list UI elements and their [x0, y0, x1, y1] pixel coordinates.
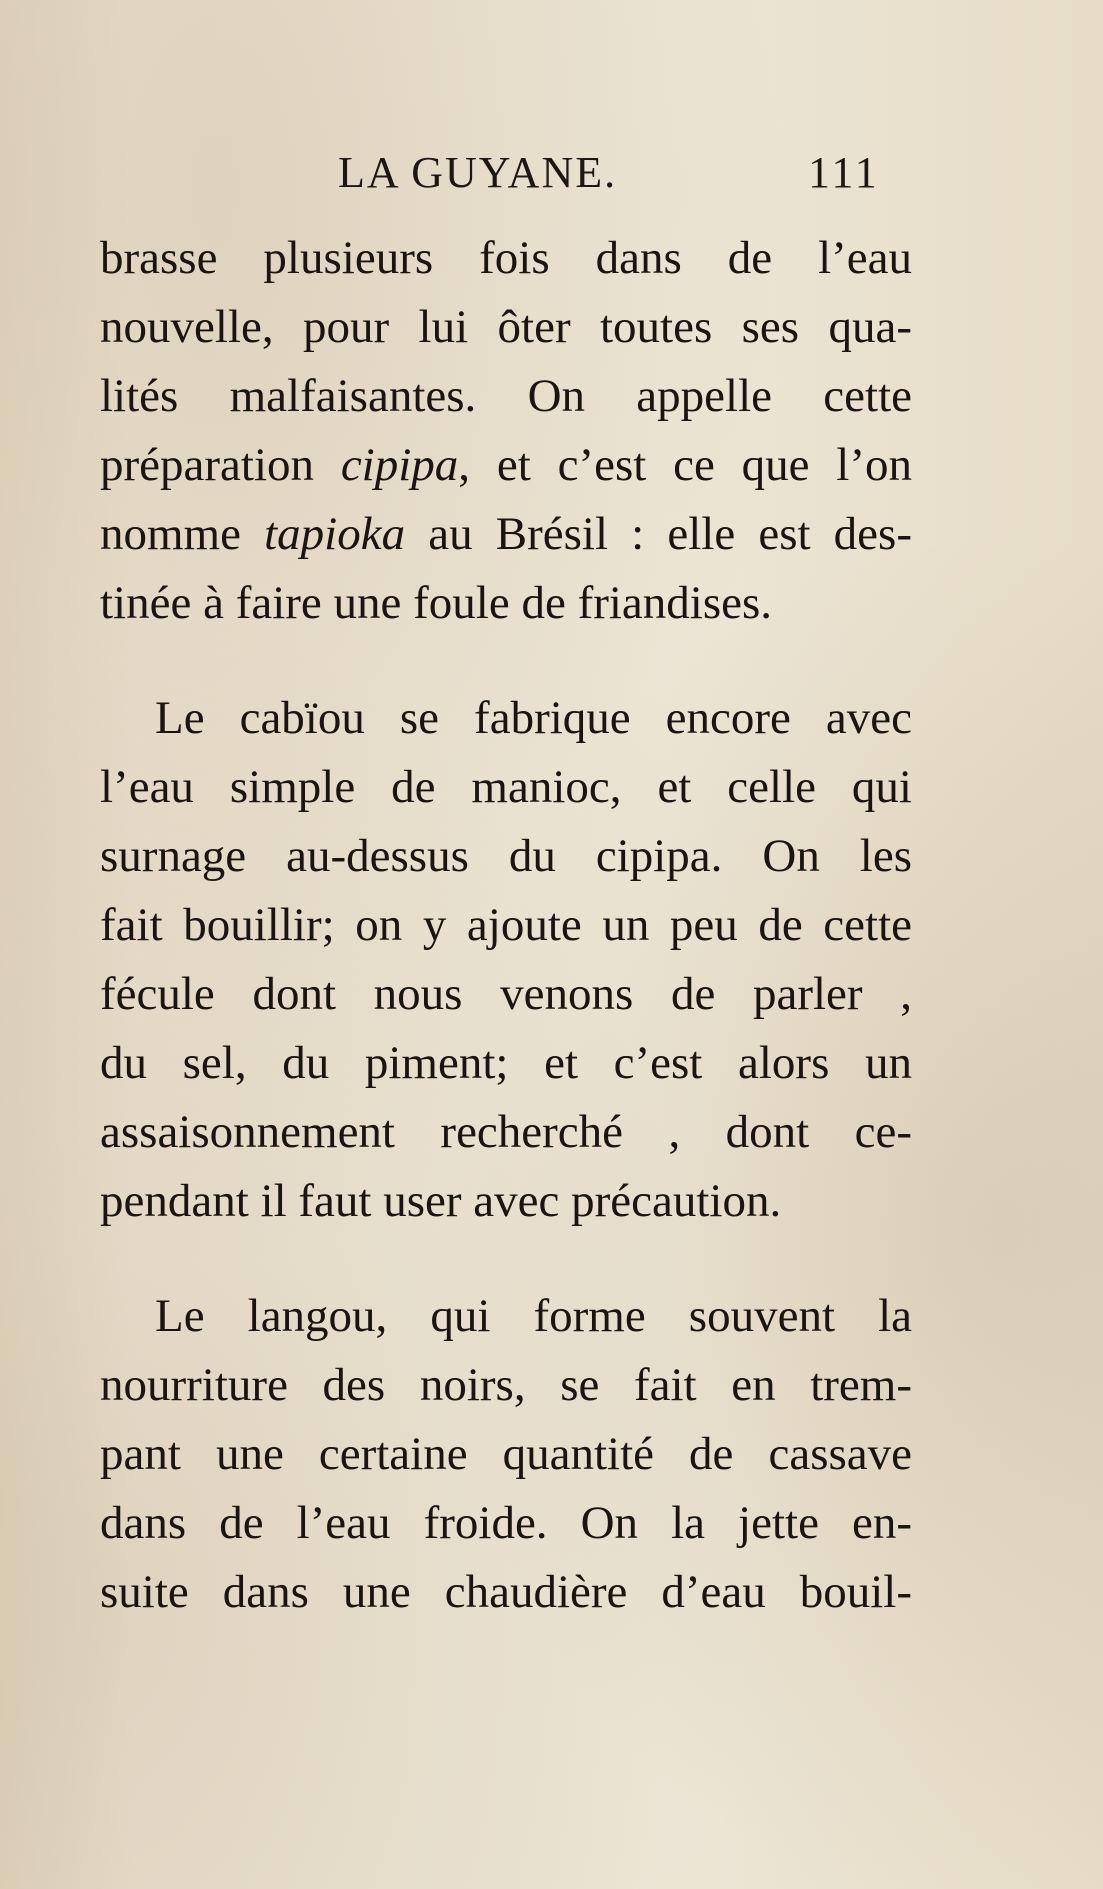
text-line: dans de l’eau froide. On la jette en-: [100, 1497, 912, 1549]
text-line: nouvelle, pour lui ôter toutes ses qua-: [100, 301, 912, 353]
text-line: Le cabïou se fabrique encore avec: [155, 692, 912, 744]
text-line: [100, 431, 912, 500]
text-line: lités malfaisantes. On appelle cette: [100, 370, 912, 422]
text-line: tinée à faire une foule de friandises.: [100, 577, 773, 629]
paragraph-gap: [100, 1236, 912, 1282]
text-line: pant une certaine quantité de cassave: [100, 1428, 912, 1480]
text-line: pendant il faut user avec précaution.: [100, 1175, 782, 1227]
text-run: nomme: [100, 508, 265, 560]
text-line: fait bouillir; on y ajoute un peu de cette: [100, 899, 912, 951]
text-line: l’eau simple de manioc, et celle qui: [100, 761, 912, 813]
text-run: , et c’est ce que l’on: [458, 439, 912, 491]
text-line: du sel, du piment; et c’est alors un: [100, 1037, 912, 1089]
text-line: nourriture des noirs, se fait en trem-: [100, 1359, 912, 1411]
page-number: 111: [808, 148, 880, 197]
text-line: fécule dont nous venons de parler ,: [100, 968, 912, 1020]
text-line: brasse plusieurs fois dans de l’eau: [100, 232, 912, 284]
running-title: LA GUYANE.: [338, 148, 618, 197]
text-run: préparation: [100, 439, 341, 491]
body-text: [100, 224, 912, 1627]
paragraph-gap: [100, 638, 912, 684]
text-line: surnage au-dessus du cipipa. On les: [100, 830, 912, 882]
text-line: Le langou, qui forme souvent la: [155, 1290, 912, 1342]
italic-term-tapioka: tapioka: [264, 508, 406, 560]
running-head: [0, 148, 1103, 198]
text-line: assaisonnement recherché , dont ce-: [100, 1106, 912, 1158]
text-run: au Brésil : elle est des-: [405, 508, 912, 560]
italic-term-cipipa: cipipa: [340, 439, 459, 491]
text-line: suite dans une chaudière d’eau bouil-: [100, 1566, 912, 1618]
text-line: [100, 500, 912, 569]
